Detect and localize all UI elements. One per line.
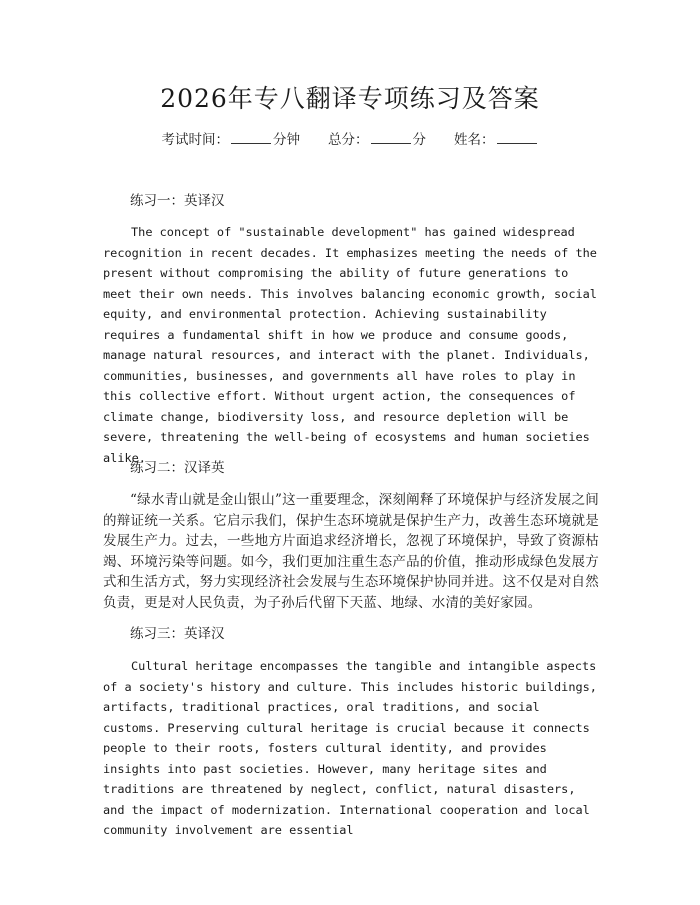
score-unit: 分 [412, 132, 426, 148]
time-blank [231, 130, 271, 144]
time-label: 考试时间： [161, 132, 229, 148]
score-blank [371, 130, 411, 144]
time-unit: 分钟 [273, 132, 300, 148]
section-text-2: “绿水青山就是金山银山”这一重要理念，深刻阐释了环境保护与经济发展之间的辩证统一关系。它启示我们，保护生态环境就是保护生产力，改善生态环境就是发展生产力。过去，一些地方片面追求经济增长，忽视了环境保护，导致了资源枯竭、环境污染等问题。如今，我们更加注重生态产品的价值，推动形成绿色发展方式和生活方式，努力实现经济社会发展与生态环境保护协同并进。这不仅是对自然负责，更是对人民负责，为子孙后代留下天蓝、地绿、水清的美好家园。 [103, 492, 599, 611]
section-heading-1: 练习一：英译汉 [130, 193, 225, 209]
section-text-3: Cultural heritage encompasses the tangible and intangible aspects of a society's history and culture. This includes historic buildings, artifacts, traditional practices, oral traditions, and social customs. Preserving cultural heritage is crucial because it connects people to their roots, fosters cultural identity, and provides insights into past societies. However, many heritage sites and traditions are threatened by neglect, conflict, natural disasters, and the impact of modernization. International cooperation and local community involvement are essential [103, 659, 597, 837]
exam-info-line [0, 130, 700, 150]
page-title: 2026年专八翻译专项练习及答案 [160, 84, 540, 113]
score-label: 总分： [328, 132, 369, 148]
section-text-1: The concept of "sustainable development" has gained widespread recognition in recent decades. It emphasizes meeting the needs of the present without compromising the ability of future generations to meet their own needs. This involves balancing economic growth, social equity, and environmental protection. Achieving sustainability requires a fundamental shift in how we produce and consume goods, manage natural resources, and interact with the planet. Individuals, communities, businesses, and governments all have roles to play in this collective effort. Without urgent action, the consequences of climate change, biodiversity loss, and resource depletion will be severe, threatening the well-being of ecosystems and human societies alike. [103, 225, 597, 465]
name-label: 姓名： [454, 132, 495, 148]
section-heading-2: 练习二：汉译英 [130, 460, 225, 476]
name-blank [497, 130, 537, 144]
section-heading-3: 练习三：英译汉 [130, 626, 225, 642]
